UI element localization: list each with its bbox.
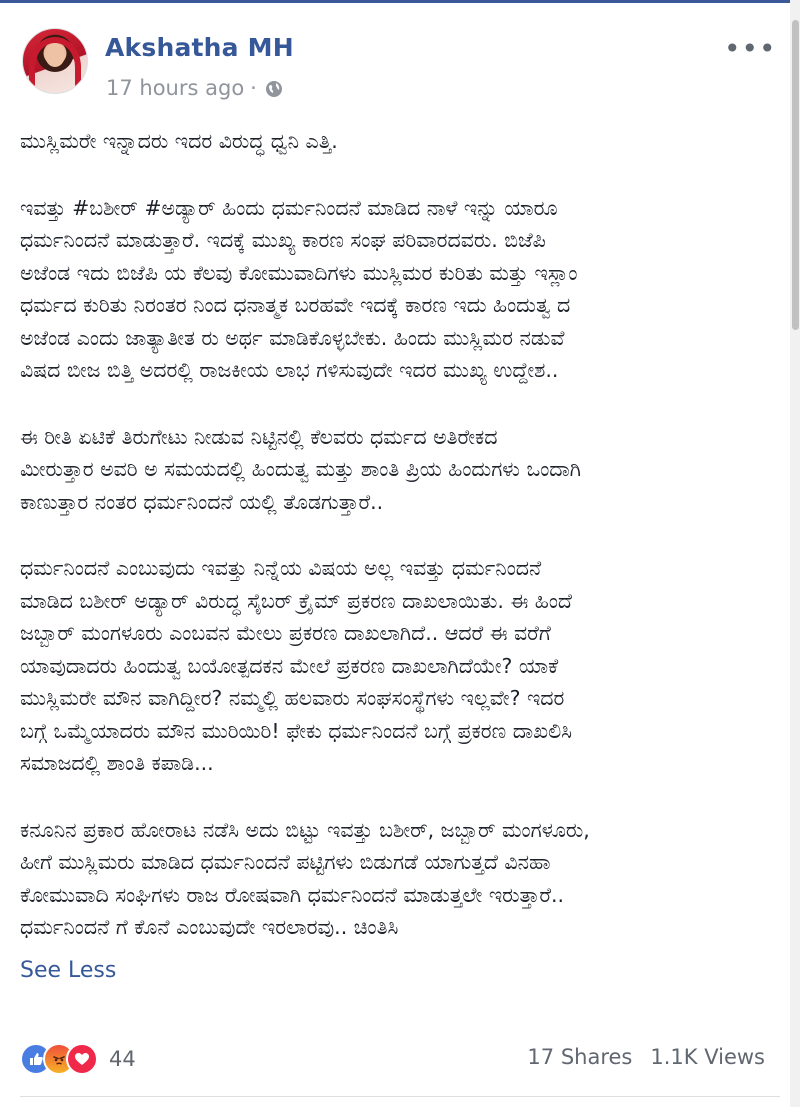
meta-separator: · (250, 76, 257, 100)
post-stats (527, 1045, 765, 1069)
globe-icon[interactable] (265, 79, 283, 97)
reaction-count: 44 (109, 1047, 136, 1071)
views-count: 1.1K Views (650, 1045, 765, 1069)
shares-count[interactable]: 17 Shares (527, 1045, 633, 1069)
post-paragraph: ಧರ್ಮನಿಂದನೆ ಎಂಬುವುದು ಇವತ್ತು ನಿನ್ನೆಯ ವಿಷಯ ಅಲ್ಲ ಇವತ್ತು ಧರ್ಮನಿಂದನೆ ಮಾಡಿದ ಬಶೀರ್ ಅಡ್ಯಾರ್ ವಿರುದ್ಧ ಸೈಬರ್ ಕ್ರೈಮ್ ಪ್ರಕರಣ ದಾಖಲಾಯಿತು. ಈ ಹಿಂದೆ ಜಬ್ಬಾರ್ ಮಂಗಳೂರು ಎಂಬವನ ಮೇಲು ಪ್ರಕರಣ ದಾಖಲಾಗಿದೆ.. ಆದರೆ ಈ ವರೆಗೆ ಯಾವುದಾದರು ಹಿಂದುತ್ವ ಬಯೋತ್ಪದಕನ ಮೇಲೆ ಪ್ರಕರಣ ದಾಖಲಾಗಿದೆಯೇ? ಯಾಕೆ ಮುಸ್ಲಿಮರೇ ಮೌನ ವಾಗಿದ್ದೀರ? ನಮ್ಮಲ್ಲಿ ಹಲವಾರು ಸಂಘಸಂಸ್ಥೆಗಳು ಇಲ್ಲವೇ? ಇದರ ಬಗ್ಗೆ ಒಮ್ಮೆಯಾದರು ಮೌನ ಮುರಿಯಿರಿ! ಫೇಕು ಧರ್ಮನಿಂದನೆ ಬಗ್ಗೆ ಪ್ರಕರಣ ದಾಖಲಿಸಿ ಸಮಾಜದಲ್ಲಿ ಶಾಂತಿ ಕಪಾಡಿ... (20, 556, 573, 775)
avatar-face (45, 43, 65, 67)
post-paragraph: ಈ ರೀತಿ ಏಟಿಕೆ ತಿರುಗೇಟು ನೀಡುವ ನಿಟ್ಟಿನಲ್ಲಿ ಕೆಲವರು ಧರ್ಮದ ಅತಿರೇಕದ ಮೀರುತ್ತಾರ ಅವರಿ ಅ ಸಮಯದಲ್ಲಿ ಹಿಂದುತ್ವ ಮತ್ತು ಶಾಂತಿ ಪ್ರಿಯ ಹಿಂದುಗಳು ಒಂದಾಗಿ ಕಾಣುತ್ತಾರ ನಂತರ ಧರ್ಮನಿಂದನೆ ಯಲ್ಲಿ ತೊಡಗುತ್ತಾರೆ.. (20, 424, 581, 514)
footer-divider (20, 1096, 780, 1097)
ellipsis-icon[interactable]: ••• (724, 32, 777, 65)
post-paragraph: ಮುಸ್ಲಿಮರೇ ಇನ್ನಾದರು ಇದರ ವಿರುದ್ಧ ಧ್ವನಿ ಎತ್ತಿ. (20, 129, 338, 153)
reactions-summary[interactable] (20, 1043, 136, 1075)
avatar[interactable] (22, 28, 88, 94)
post-paragraph: ಇವತ್ತು #ಬಶೀರ್ #ಅಡ್ಯಾರ್ ಹಿಂದು ಧರ್ಮನಿಂದನೆ ಮಾಡಿದ ನಾಳೆ ಇನ್ನು ಯಾರೂ ಧರ್ಮನಿಂದನೆ ಮಾಡುತ್ತಾರೆ. ಇದಕ್ಕೆ ಮುಖ್ಯ ಕಾರಣ ಸಂಘ ಪರಿವಾರದವರು. ಬಿಜೆಪಿ ಅಜೆಂಡ ಇದು ಬಿಜೆಪಿ ಯ ಕೆಲವು ಕೋಮುವಾದಿಗಳು ಮುಸ್ಲಿಮರ ಕುರಿತು ಮತ್ತು ಇಸ್ಲಾಂ ಧರ್ಮದ ಕುರಿತು ನಿರಂತರ ನಿಂದ ಧನಾತ್ಮಕ ಬರಹವೇ ಇದಕ್ಕೆ ಕಾರಣ ಇದು ಹಿಂದುತ್ವ ದ ಅಜೆಂಡ ಎಂದು ಜಾತ್ಯಾತೀತ ರು ಅರ್ಥ ಮಾಡಿಕೊಳ್ಳಬೇಕು. ಹಿಂದು ಮುಸ್ಲಿಮರ ನಡುವೆ ವಿಷದ ಬೀಜ ಬಿತ್ತಿ ಅದರಲ್ಲಿ ರಾಜಕೀಯ ಲಾಭ ಗಳಿಸುವುದೇ ಇದರ ಮುಖ್ಯ ಉದ್ದೇಶ.. (20, 195, 578, 382)
post-body (20, 125, 780, 944)
author-name[interactable]: Akshatha MH (105, 33, 294, 62)
post-meta (106, 76, 283, 100)
post-timestamp[interactable]: 17 hours ago (106, 76, 245, 100)
post-paragraph: ಕನೂನಿನ ಪ್ರಕಾರ ಹೋರಾಟ ನಡೆಸಿ ಅದು ಬಿಟ್ಟು ಇವತ್ತು ಬಶೀರ್, ಜಬ್ಬಾರ್ ಮಂಗಳೂರು, ಹೀಗೆ ಮುಸ್ಲಿಮರು ಮಾಡಿದ ಧರ್ಮನಿಂದನೆ ಪಟ್ಟಿಗಳು ಬಿಡುಗಡೆ ಯಾಗುತ್ತದೆ ವಿನಹಾ ಕೋಮುವಾದಿ ಸಂಘಿಗಳು ರಾಜ ರೋಷವಾಗಿ ಧರ್ಮನಿಂದನೆ ಮಾಡುತ್ತಲೇ ಇರುತ್ತಾರೆ.. ಧರ್ಮನಿಂದನೆ ಗೆ ಕೊನೆ ಎಂಬುವುದೇ ಇರಲಾರವು.. ಚಿಂತಿಸಿ (20, 817, 590, 939)
scrollbar-thumb[interactable] (792, 20, 799, 330)
scrollbar[interactable] (790, 0, 800, 1107)
love-icon (66, 1043, 98, 1075)
post-card (0, 3, 790, 1107)
see-less-link[interactable]: See Less (20, 958, 117, 983)
